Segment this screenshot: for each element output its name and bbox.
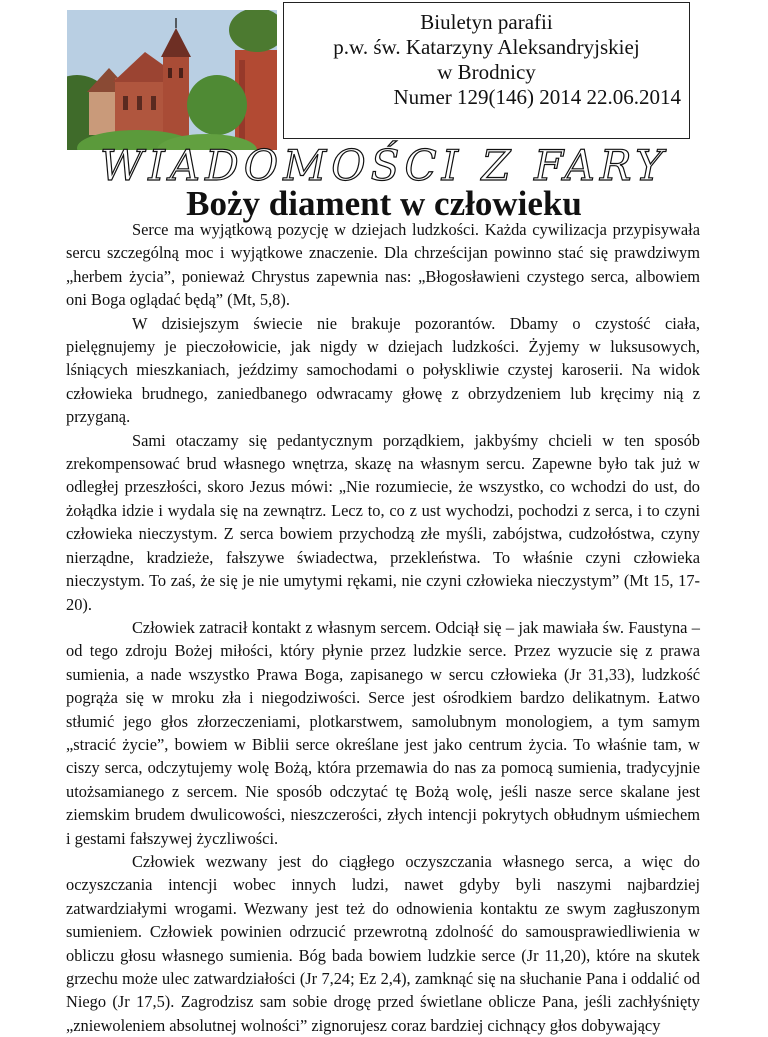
article-paragraph: Człowiek zatracił kontakt z własnym sercem. Odciął się – jak mawiała św. Faustyna – od tego zdroju Bożej miłości, który płynie przez ludzkie serce. Przez wyzucie się z prawa sumienia, a nade wszystko Prawa Boga, zapisanego w sercu człowieka (Jr 31,33), ludzkość pogrąża się w mroku zła i niegodziwości. Serce jest ośrodkiem bardzo delikatnym. Łatwo stłumić jego głos złorzeczeniami, plotkarstwem, samolubnym monologiem, a tym samym „stracić życie”, bowiem w Biblii serce określane jest jako centrum życia. To właśnie tam, w ciszy serca, odczytujemy wolę Bożą, która przemawia do nas za pomocą sumienia, tradycyjnie utożsamianego z sercem. Nie sposób odczytać tę Bożą wolę, jeśli nasze serce skalane jest ziemskim brudem dwulicowości, nieszczerości, złych intencji pokrytych obłudnym uśmiechem i gestami fałszywej życzliwości. — [66, 617, 700, 848]
parish-name: p.w. św. Katarzyny Aleksandryjskiej — [333, 35, 640, 59]
church-photo — [67, 10, 277, 150]
article-title: Boży diament w człowieku — [186, 184, 582, 223]
article-paragraph: Sami otaczamy się pedantycznym porządkiem, jakbyśmy chcieli w ten sposób zrekompensować brud własnego wnętrza, skazę na własnym sercu. Zapewne było tak już w odległej przeszłości, skoro Jezus mówi: „Nie rozumiecie, że wszystko, co wchodzi do ust, do żołądka idzie i wydala się na zewnątrz. Lecz to, co z ust wychodzi, pochodzi z serca, i to czyni człowieka nieczystym. Z serca bowiem przychodzą złe myśli, zabójstwa, cudzołóstwa, czyny nierządne, kradzieże, fałszywe świadectwa, przekleństwa. To właśnie czyni człowieka nieczystym. To zaś, że się je nie umytymi rękami, nie czyni człowieka nieczystym” (Mt 15, 17-20). — [66, 430, 700, 614]
article-paragraph: Serce ma wyjątkową pozycję w dziejach ludzkości. Każda cywilizacja przypisywała sercu szczególną moc i wyjątkowe znaczenie. Dla chrześcijan powinno stać się prawdziwym „herbem życia”, ponieważ Chrystus zapewnia nas: „Błogosławieni czystego serca, albowiem oni Boga oglądać będą” (Mt, 5,8). — [66, 220, 700, 310]
bulletin-info-box — [283, 2, 690, 139]
article-paragraph: Człowiek wezwany jest do ciągłego oczyszczania własnego serca, a więc do oczyszczania intencji wobec innych ludzi, nawet gdyby byli naszymi najbardziej zatwardziałymi wrogami. Wezwany jest też do odnowienia kontaktu ze swym zagłuszonym sumieniem. Człowiek powinien odrzucić przewrotną zdolność do samousprawiedliwienia w obliczu głosu własnego sumienia. Bóg bada bowiem ludzkie serce (Jr 11,20), które na skutek grzechu może ulec zatwardziałości (Jr 7,24; Ez 2,4), zamknąć się na słuchanie Pana i oddalić od Niego (Jr 17,5). Zagrodzisz sam sobie drogę przed świetlane oblicze Pana, jeśli zachłyśnięty „zniewoleniem absolutnej wolności” zignorujesz coraz bardziej cichnący głos dobywający — [66, 851, 700, 1035]
masthead-title: WIADOMOŚCI Z FARY — [100, 141, 668, 190]
article-paragraph: W dzisiejszym świecie nie brakuje pozorantów. Dbamy o czystość ciała, pielęgnujemy je pieczołowicie, jak nigdy w dziejach ludzkości. Żyjemy w luksusowych, lśniących mieszkaniach, jeździmy samochodami o połyskliwie czystej karoserii. Na widok człowieka brudnego, zaniedbanego odwracamy głowę z obrzydzeniem lub kręcimy nią z przyganą. — [66, 313, 700, 427]
issue-number-date: Numer 129(146) 2014 22.06.2014 — [393, 85, 681, 109]
parish-location: w Brodnicy — [437, 60, 536, 84]
bulletin-name: Biuletyn parafii — [420, 10, 553, 34]
article-body — [66, 218, 700, 1037]
